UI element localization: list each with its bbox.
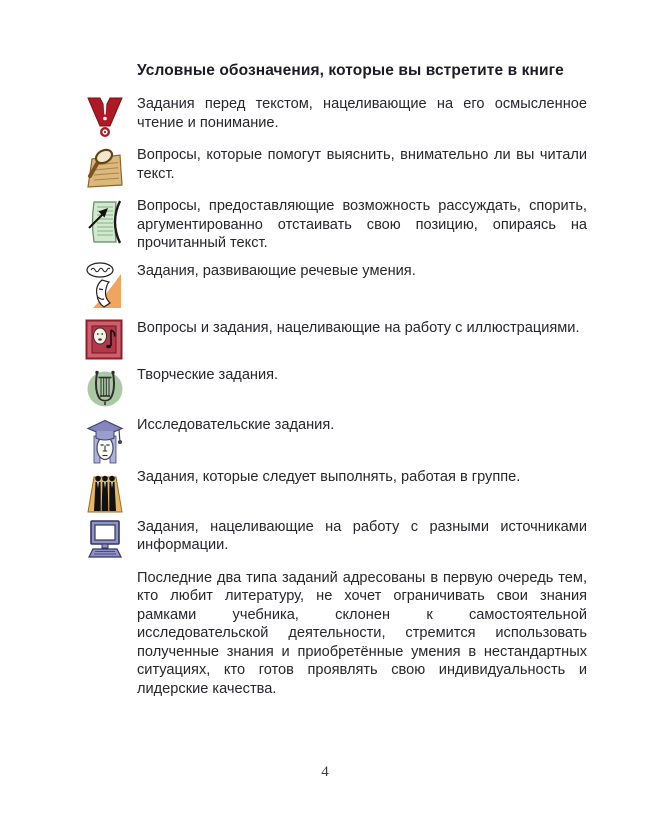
- legend-item-text: Вопросы, которые помогут выяснить, внимательно ли вы читали текст.: [137, 147, 587, 182]
- page-number: 4: [321, 764, 329, 780]
- magnifier-note-icon: [85, 146, 137, 190]
- legend-item-text: Творческие задания.: [137, 366, 279, 383]
- exclamation-ribbon-icon: [85, 95, 137, 139]
- legend-item: [85, 146, 587, 190]
- scholar-icon: [85, 416, 137, 466]
- legend-item: [85, 366, 587, 410]
- page-title: Условные обозначения, которые вы встретите в книге: [137, 62, 564, 79]
- legend-item-text: Задания, нацеливающие на работу с разными источниками информации.: [137, 518, 587, 553]
- legend-item-text: Задания перед текстом, нацеливающие на его осмысленное чтение и понимание.: [137, 96, 587, 131]
- legend-item: [85, 95, 587, 139]
- speech-bubble-icon: [85, 262, 137, 310]
- legend-item: [85, 416, 587, 466]
- framed-picture-icon: [85, 319, 137, 360]
- legend-item-text: Задания, развивающие речевые умения.: [137, 262, 416, 279]
- group-icon: [85, 468, 137, 514]
- legend-item-text: Задания, которые следует выполнять, работая в группе.: [137, 468, 521, 485]
- legend-item-text: Вопросы, предоставляющие возможность рассуждать, спорить, аргументированно отстаивать свою позицию, опираясь на прочитанный текст.: [137, 198, 587, 251]
- legend-item-text: Вопросы и задания, нацеливающие на работу с иллюстрациями.: [137, 319, 580, 336]
- computer-icon: [85, 518, 137, 562]
- legend-item: [85, 468, 587, 514]
- legend-item-text: Исследовательские задания.: [137, 416, 335, 433]
- legend-item: [85, 197, 587, 253]
- closing-paragraph: Последние два типа заданий адресованы в первую очередь тем, кто любит литературу, не хочет ограничивать свои знания рамками учебника, склонен к самостоятельной исследовательской деятельности, стремится использовать полученные знания и приобретённые умения в нестандартных ситуациях, кто готов проявлять свою индивидуальность и лидерские качества.: [137, 569, 587, 697]
- legend-item: [85, 262, 587, 310]
- pen-scroll-icon: [85, 197, 137, 247]
- lyre-icon: [85, 366, 137, 410]
- legend-item: [85, 518, 587, 562]
- legend-item: [85, 319, 587, 360]
